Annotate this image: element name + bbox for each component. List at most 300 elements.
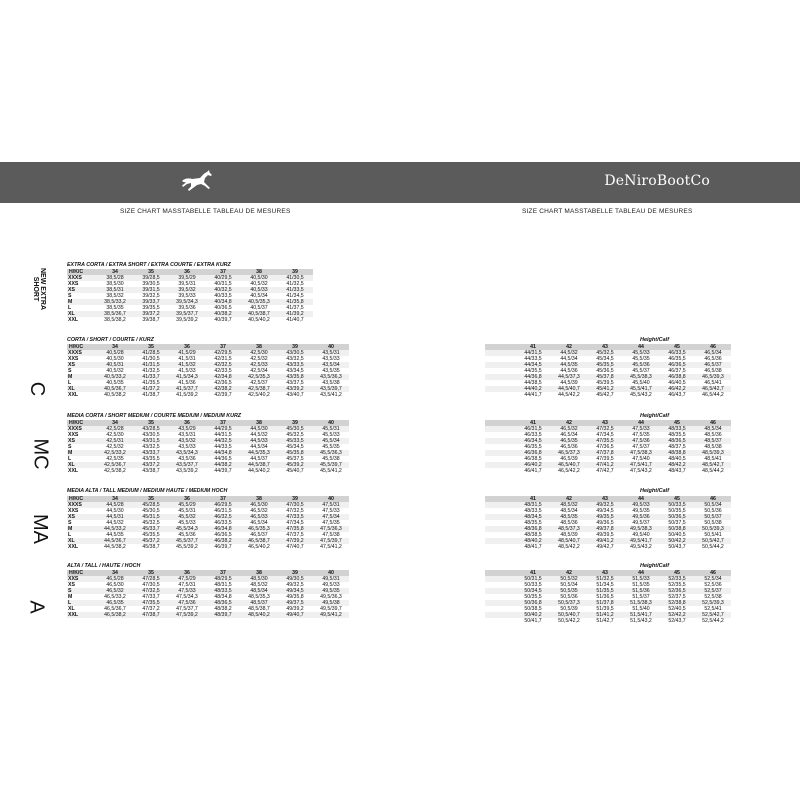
size-cell: 46/40,2	[515, 462, 551, 468]
size-cell: 50,5/39,3	[695, 526, 731, 532]
size-cell: 43,5/31	[178, 432, 196, 438]
size-cell: 50,5/39	[560, 606, 578, 612]
size-cell: 45,5/29	[169, 502, 205, 508]
size-cell: 39/38,7	[142, 317, 160, 323]
size-cell: 47/36,5	[596, 444, 614, 450]
size-cell: 44/34,5	[515, 362, 551, 368]
size-cell: 45/30,5	[277, 426, 313, 432]
size-cell: 46,5/33,2	[104, 594, 126, 600]
size-table-right	[485, 570, 731, 624]
size-cell: 43/33,7	[133, 450, 169, 456]
size-label: L	[68, 456, 72, 462]
size-cell: 41/32,5	[142, 368, 160, 374]
size-cell: 49/37,8	[587, 526, 623, 532]
size-cell: 44,5/35	[106, 532, 124, 538]
size-cell: 51,5/35	[632, 582, 650, 588]
size-cell: 52,5/42,7	[695, 612, 731, 618]
size-cell: 44/38,2	[205, 462, 241, 468]
section-title: MEDIA CORTA / SHORT MEDIUM / COURTE MEDIUM / MEDIUM KURZ	[67, 413, 242, 419]
size-cell: 48/37,5	[668, 444, 686, 450]
size-cell: 42/36,5	[214, 380, 232, 386]
size-cell: 50/36,8	[515, 600, 551, 606]
subtitle-right: SIZE CHART MASSTABELLE TABLEAU DE MESURES	[522, 208, 693, 215]
size-cell: 42,5/30	[241, 350, 277, 356]
brand-name: DeNiroBootCo	[604, 173, 710, 189]
size-cell: 52/42,2	[659, 612, 695, 618]
height-calf-header: Height/Calf	[640, 563, 670, 569]
column-header: 39	[277, 570, 313, 576]
size-cell: 46,5/34	[695, 350, 731, 356]
size-label: XXL	[68, 544, 79, 550]
size-cell: 48,5/36	[704, 432, 722, 438]
size-cell: 51/42,7	[596, 618, 614, 624]
size-cell: 49,5/33	[623, 502, 659, 508]
size-cell: 39,5/36	[178, 305, 196, 311]
size-cell: 43,5/35	[322, 368, 340, 374]
size-cell: 47,5/40	[632, 456, 650, 462]
size-cell: 51,5/43,2	[630, 618, 652, 624]
size-cell: 50,5/38	[704, 520, 722, 526]
height-calf-header: Height/Calf	[640, 337, 670, 343]
size-cell: 49,5/33	[322, 582, 340, 588]
size-cell: 51/36,5	[596, 594, 614, 600]
size-cell: 47,5/39,2	[169, 612, 205, 618]
size-cell: 47,5/37	[632, 444, 650, 450]
size-cell: 46,5/34	[250, 520, 268, 526]
size-cell: 48/40,5	[668, 456, 686, 462]
size-cell: 47,5/29	[169, 576, 205, 582]
column-header: 42	[551, 420, 587, 426]
size-cell: 46,5/35,3	[241, 526, 277, 532]
size-cell: 48/35,5	[524, 520, 542, 526]
size-label: XS	[67, 362, 97, 368]
size-cell: 46,5/32	[97, 588, 133, 594]
column-header: 36	[169, 496, 205, 502]
size-cell: 47/35,5	[133, 600, 169, 606]
size-cell: 47/35,8	[277, 526, 313, 532]
size-cell: 47/34,5	[596, 432, 614, 438]
size-cell: 43/37,5	[286, 380, 304, 386]
size-cell: 39,5/33	[178, 293, 196, 299]
size-cell: 42/34,8	[205, 374, 241, 380]
size-cell: 41,5/32	[169, 362, 205, 368]
size-label: S	[67, 588, 97, 594]
size-cell: 52/37,5	[668, 594, 686, 600]
size-cell: 51,5/33	[623, 576, 659, 582]
size-cell: 43/31,5	[133, 438, 169, 444]
size-cell: 44,5/36	[560, 368, 578, 374]
size-cell: 41,5/33	[178, 368, 196, 374]
size-cell: 46,5/30	[106, 582, 124, 588]
size-cell: 41/35,8	[277, 299, 313, 305]
size-cell: 50,5/44,2	[702, 544, 724, 550]
size-cell: 44,5/31	[97, 514, 133, 520]
column-header: 45	[659, 496, 695, 502]
size-cell: 49,5/35	[632, 508, 650, 514]
column-header: 45	[659, 344, 695, 350]
column-header: 40	[313, 420, 349, 426]
size-cell: 43,5/37,7	[169, 462, 205, 468]
column-header: 41	[515, 496, 551, 502]
size-cell: 48,5/36	[560, 520, 578, 526]
size-label: M	[67, 450, 97, 456]
size-label: XL	[67, 386, 97, 392]
column-header: 40	[313, 570, 349, 576]
size-cell: 46,5/33	[241, 514, 277, 520]
size-cell: 45,5/34	[313, 438, 349, 444]
size-cell: 40,5/31	[97, 362, 133, 368]
size-cell: 47/37,2	[142, 606, 160, 612]
size-cell: 41,5/37,7	[169, 386, 205, 392]
size-cell: 41/37,5	[286, 305, 304, 311]
size-cell: 45,5/33	[178, 520, 196, 526]
size-cell: 42,5/38,7	[241, 386, 277, 392]
table-row	[67, 544, 349, 550]
size-cell: 48,5/30	[241, 576, 277, 582]
size-cell: 40,5/38,2	[104, 392, 126, 398]
size-cell: 43/35,8	[277, 374, 313, 380]
size-cell: 42,5/40,2	[248, 392, 270, 398]
size-cell: 45/39,5	[596, 380, 614, 386]
size-cell: 42,5/32	[250, 356, 268, 362]
size-cell: 46,5/36	[560, 444, 578, 450]
column-header: 42	[551, 496, 587, 502]
size-cell: 49/39,5	[596, 532, 614, 538]
size-cell: 48,5/39	[560, 532, 578, 538]
column-header: 46	[695, 420, 731, 426]
size-cell: 51,5/38,3	[623, 600, 659, 606]
size-cell: 50/33,5	[524, 582, 542, 588]
size-cell: 51/41,2	[587, 612, 623, 618]
size-cell: 50,5/36	[560, 594, 578, 600]
size-cell: 48,5/32	[551, 502, 587, 508]
column-header: 42	[551, 344, 587, 350]
size-cell: 47,5/34,3	[176, 594, 198, 600]
column-header: 43	[587, 344, 623, 350]
size-cell: 43,5/31	[313, 350, 349, 356]
size-label: XL	[67, 311, 97, 317]
size-cell: 52,5/36	[704, 582, 722, 588]
size-cell: 39/33,7	[133, 299, 169, 305]
size-cell: 49,5/35	[313, 588, 349, 594]
size-cell: 41/30,5	[277, 275, 313, 281]
size-cell: 48/35,5	[668, 432, 686, 438]
size-cell: 44,5/30	[241, 426, 277, 432]
size-cell: 45,5/32	[169, 514, 205, 520]
size-cell: 42,5/37	[250, 380, 268, 386]
size-label: L	[67, 600, 97, 606]
size-cell: 45,5/39,7	[313, 462, 349, 468]
size-cell: 45,5/33	[322, 432, 340, 438]
side-label: C	[26, 381, 49, 397]
size-cell: 41/37,2	[133, 386, 169, 392]
column-header: 40	[313, 496, 349, 502]
size-cell: 49,5/40	[632, 532, 650, 538]
size-cell: 46,5/37,3	[551, 450, 587, 456]
size-cell: 51/39,5	[596, 606, 614, 612]
size-cell: 42/29,5	[205, 350, 241, 356]
size-cell: 47/32,5	[286, 508, 304, 514]
size-cell: 44/32,5	[205, 438, 241, 444]
size-cell: 45,5/35	[322, 444, 340, 450]
size-cell: 45,5/35	[632, 356, 650, 362]
size-cell: 50,5/34	[560, 582, 578, 588]
size-cell: 38,5/31	[97, 287, 133, 293]
size-cell: 45/31,5	[133, 514, 169, 520]
size-cell: 47,5/34	[313, 514, 349, 520]
size-cell: 48,5/42,2	[558, 544, 580, 550]
size-cell: 42,5/36,7	[97, 462, 133, 468]
size-cell: 41/28,5	[133, 350, 169, 356]
size-cell: 48/38,8	[659, 450, 695, 456]
size-cell: 52/43,7	[668, 618, 686, 624]
side-label: A	[25, 600, 48, 614]
size-cell: 45/39,2	[277, 462, 313, 468]
size-cell: 49,5/38,3	[623, 526, 659, 532]
size-cell: 41,5/36	[178, 380, 196, 386]
size-cell: 50,5/32	[551, 576, 587, 582]
size-cell: 46/32,5	[205, 514, 241, 520]
size-cell: 44/40,2	[515, 386, 551, 392]
column-header: 39	[277, 420, 313, 426]
size-cell: 49/35,8	[286, 594, 304, 600]
size-label: XXL	[67, 612, 97, 618]
size-cell: 44/29,5	[205, 426, 241, 432]
size-cell: 44/36,5	[214, 456, 232, 462]
size-cell: 38,5/36,7	[97, 311, 133, 317]
size-cell: 50/40,2	[515, 612, 551, 618]
column-header: 44	[623, 496, 659, 502]
size-cell: 40,5/36,7	[97, 386, 133, 392]
column-header: 39	[277, 269, 313, 275]
size-cell: 43/30,5	[277, 350, 313, 356]
size-cell: 40,5/30	[106, 356, 124, 362]
size-label: XS	[67, 287, 97, 293]
size-cell: 49/39,2	[286, 606, 304, 612]
size-cell: 42,5/28	[97, 426, 133, 432]
height-calf-header: Height/Calf	[640, 413, 670, 419]
size-cell: 45/41,2	[587, 386, 623, 392]
size-cell: 51/32,5	[587, 576, 623, 582]
size-cell: 42/31,5	[214, 356, 232, 362]
size-cell: 46/38,2	[205, 538, 241, 544]
size-cell: 48,5/38	[704, 444, 722, 450]
column-header: 43	[587, 570, 623, 576]
size-cell: 52/36,5	[659, 588, 695, 594]
size-cell: 46,5/35	[551, 438, 587, 444]
size-cell: 44/31,5	[515, 350, 551, 356]
size-cell: 46,5/34	[560, 432, 578, 438]
size-cell: 44,5/38,7	[241, 462, 277, 468]
size-cell: 43/33,5	[277, 362, 313, 368]
table-row	[67, 468, 349, 474]
size-cell: 39/32,5	[142, 293, 160, 299]
size-cell: 45/34,5	[596, 356, 614, 362]
size-cell: 50,5/37	[695, 514, 731, 520]
size-cell: 46,5/37	[695, 362, 731, 368]
size-cell: 39,5/37,7	[169, 311, 205, 317]
size-cell: 45/33,7	[133, 526, 169, 532]
size-cell: 47,5/39,7	[313, 538, 349, 544]
size-cell: 41/39,2	[277, 311, 313, 317]
size-cell: 39/37,2	[133, 311, 169, 317]
column-header: 38	[241, 344, 277, 350]
size-label: XXXS	[67, 275, 97, 281]
size-cell: 40,5/34	[250, 293, 268, 299]
size-cell: 49,5/41,2	[313, 612, 349, 618]
size-cell: 44,5/36,7	[97, 538, 133, 544]
horse-icon	[180, 166, 214, 201]
size-cell: 42,5/32	[106, 444, 124, 450]
column-header: 41	[515, 570, 551, 576]
size-cell: 45/35,8	[277, 450, 313, 456]
size-cell: 48/36,5	[659, 438, 695, 444]
size-cell: 46/43,7	[668, 392, 686, 398]
column-header: 41	[515, 344, 551, 350]
size-table-left	[67, 269, 313, 323]
size-cell: 49,5/36	[623, 514, 659, 520]
size-cell: 46/39,7	[214, 544, 232, 550]
size-cell: 47,5/31	[313, 502, 349, 508]
size-cell: 41,5/39,2	[176, 392, 198, 398]
size-cell: 49,5/31	[313, 576, 349, 582]
size-cell: 47,5/33	[623, 426, 659, 432]
size-cell: 40/32,5	[205, 287, 241, 293]
size-cell: 42,5/33,2	[97, 450, 133, 456]
size-cell: 50,5/42,2	[558, 618, 580, 624]
hk-header: H/K/C	[67, 269, 97, 275]
size-table-right	[485, 496, 731, 550]
size-cell: 45,5/37	[632, 368, 650, 374]
size-cell: 46/40,5	[668, 380, 686, 386]
size-cell: 48,5/40,2	[241, 612, 277, 618]
size-cell: 43,5/33	[178, 444, 196, 450]
size-cell: 40,5/33,2	[97, 374, 133, 380]
column-header: 37	[205, 269, 241, 275]
size-cell: 49,5/43,2	[630, 544, 652, 550]
size-cell: 44,5/30	[106, 508, 124, 514]
size-label: S	[68, 293, 72, 299]
table-row	[67, 317, 313, 323]
size-cell: 39/35,5	[142, 305, 160, 311]
size-cell: 48/38,5	[524, 532, 542, 538]
size-cell: 45/35,5	[142, 532, 160, 538]
size-cell: 44,5/37,3	[551, 374, 587, 380]
size-cell: 46/36,5	[659, 362, 695, 368]
size-cell: 44/35,5	[524, 368, 542, 374]
size-cell: 50/35,5	[524, 594, 542, 600]
size-label: XXS	[68, 432, 79, 438]
size-cell: 49/34,5	[277, 588, 313, 594]
size-label: XXS	[68, 508, 79, 514]
size-cell: 46,5/44,2	[702, 392, 724, 398]
size-label: L	[68, 532, 72, 538]
size-cell: 41/33,7	[133, 374, 169, 380]
column-header: 46	[695, 570, 731, 576]
column-header: 35	[133, 269, 169, 275]
size-cell: 44,5/42,2	[558, 392, 580, 398]
size-cell: 49/35,5	[587, 514, 623, 520]
header-banner	[0, 162, 800, 203]
size-cell: 50/41,7	[524, 618, 542, 624]
size-cell: 46/36,5	[214, 532, 232, 538]
subtitle-left: SIZE CHART MASSTABELLE TABLEAU DE MESURES	[120, 208, 291, 215]
size-cell: 41/30,5	[142, 356, 160, 362]
size-cell: 38,5/30	[106, 281, 124, 287]
size-cell: 38,5/35	[106, 305, 124, 311]
size-cell: 44,5/39	[560, 380, 578, 386]
size-cell: 39,5/34,3	[169, 299, 205, 305]
size-cell: 49/42,7	[596, 544, 614, 550]
size-cell: 50/38,8	[659, 526, 695, 532]
size-cell: 39/31,5	[133, 287, 169, 293]
size-cell: 48/34,5	[515, 514, 551, 520]
size-cell: 45,5/41,2	[320, 468, 342, 474]
size-cell: 49/34,5	[596, 508, 614, 514]
size-cell: 44/36,8	[515, 374, 551, 380]
size-label: M	[67, 299, 97, 305]
column-header: 44	[623, 570, 659, 576]
size-cell: 51,5/40	[632, 606, 650, 612]
size-cell: 40,5/33	[241, 287, 277, 293]
size-cell: 46/31,5	[214, 508, 232, 514]
size-cell: 50,5/41	[704, 532, 722, 538]
table-row	[485, 544, 731, 550]
size-cell: 42,5/30	[106, 432, 124, 438]
size-cell: 49,5/37	[632, 520, 650, 526]
size-cell: 48,5/41	[704, 456, 722, 462]
size-cell: 51/37,8	[587, 600, 623, 606]
size-cell: 41/31,5	[133, 362, 169, 368]
size-cell: 42/32,5	[205, 362, 241, 368]
size-cell: 48,5/42,7	[695, 462, 731, 468]
size-cell: 42/39,7	[214, 392, 232, 398]
column-header: 35	[133, 344, 169, 350]
size-cell: 44,5/33,2	[97, 526, 133, 532]
size-cell: 40,5/32	[106, 368, 124, 374]
size-cell: 46/35,5	[668, 356, 686, 362]
size-cell: 47/39,2	[277, 538, 313, 544]
size-cell: 51,5/37	[632, 594, 650, 600]
size-cell: 52,5/34	[695, 576, 731, 582]
size-cell: 47/35,5	[587, 438, 623, 444]
column-header: 43	[587, 420, 623, 426]
size-cell: 50/42,2	[659, 538, 695, 544]
size-cell: 40/36,5	[214, 305, 232, 311]
size-cell: 39/30,5	[142, 281, 160, 287]
size-cell: 50/40,5	[668, 532, 686, 538]
size-cell: 52,5/41	[704, 606, 722, 612]
size-cell: 46/29,5	[205, 502, 241, 508]
table-row	[485, 392, 731, 398]
size-cell: 50,5/42,7	[695, 538, 731, 544]
size-cell: 44/33,5	[214, 444, 232, 450]
size-label: S	[68, 444, 72, 450]
size-cell: 49/32,5	[587, 502, 623, 508]
size-cell: 48/36,5	[205, 600, 241, 606]
size-cell: 52,5/44,2	[702, 618, 724, 624]
size-cell: 46/38,5	[524, 456, 542, 462]
size-cell: 40,5/35,3	[241, 299, 277, 305]
size-cell: 45,5/38,3	[623, 374, 659, 380]
size-cell: 38,5/33,2	[97, 299, 133, 305]
size-cell: 43,5/41,2	[320, 392, 342, 398]
size-cell: 47,5/41,2	[320, 544, 342, 550]
size-cell: 50/35,5	[668, 508, 686, 514]
size-cell: 48,5/34	[241, 588, 277, 594]
size-cell: 48/29,5	[205, 576, 241, 582]
size-cell: 43,5/32	[169, 438, 205, 444]
